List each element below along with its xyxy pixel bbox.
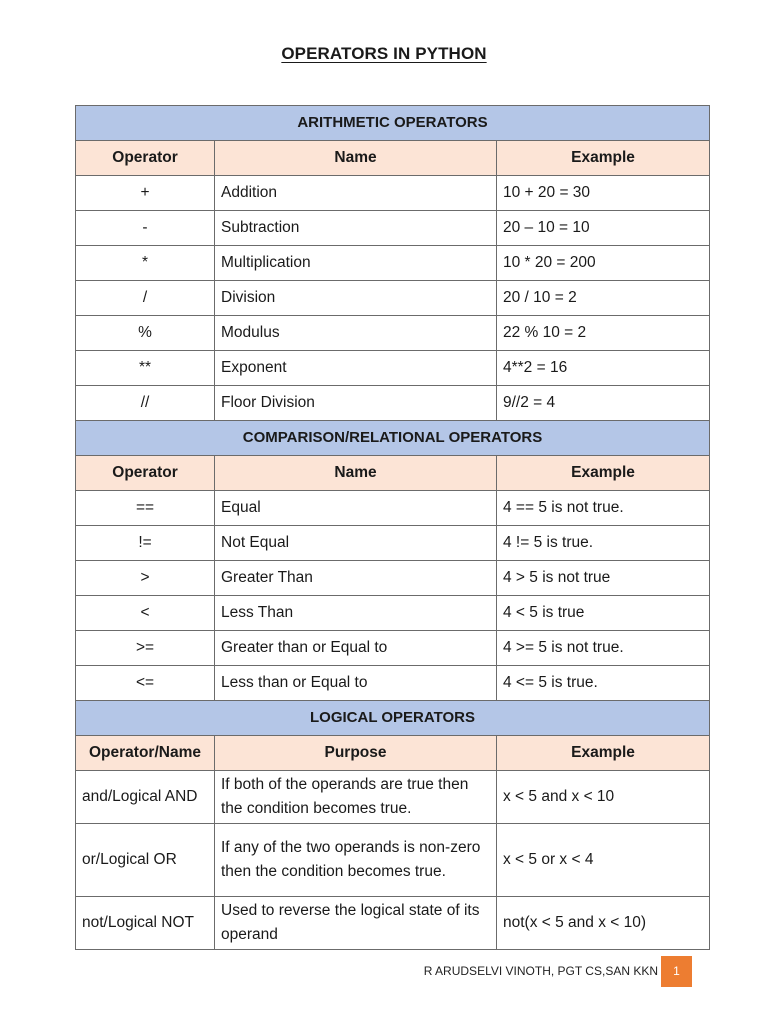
operator-cell: % [76,316,215,351]
operator-cell: ** [76,351,215,386]
table-row [76,666,710,701]
name-cell: Less Than [215,596,497,631]
example-cell: 20 / 10 = 2 [497,281,710,316]
example-cell: x < 5 or x < 4 [497,824,710,897]
column-header: Name [215,141,497,176]
section-header-logical [76,701,710,736]
example-cell: 9//2 = 4 [497,386,710,421]
column-header: Operator [76,141,215,176]
example-cell: 4 >= 5 is not true. [497,631,710,666]
table-row [76,596,710,631]
table-row [76,351,710,386]
example-cell: 4 != 5 is true. [497,526,710,561]
name-cell: Greater than or Equal to [215,631,497,666]
section-title: ARITHMETIC OPERATORS [76,106,710,141]
name-cell: Subtraction [215,211,497,246]
purpose-cell: Used to reverse the logical state of its operand [215,897,497,950]
example-cell: 4 > 5 is not true [497,561,710,596]
name-cell: Multiplication [215,246,497,281]
example-cell: not(x < 5 and x < 10) [497,897,710,950]
column-header: Example [497,736,710,771]
column-header-row [76,456,710,491]
example-cell: 20 – 10 = 10 [497,211,710,246]
column-header: Purpose [215,736,497,771]
name-cell: Less than or Equal to [215,666,497,701]
column-header: Example [497,141,710,176]
operators-table [75,105,710,950]
operator-cell: not/Logical NOT [76,897,215,950]
name-cell: Greater Than [215,561,497,596]
page-number-badge: 1 [661,956,692,987]
column-header-row [76,141,710,176]
name-cell: Floor Division [215,386,497,421]
name-cell: Addition [215,176,497,211]
name-cell: Equal [215,491,497,526]
table-row [76,771,710,824]
example-cell: 22 % 10 = 2 [497,316,710,351]
operator-cell: and/Logical AND [76,771,215,824]
operator-cell: or/Logical OR [76,824,215,897]
example-cell: 10 + 20 = 30 [497,176,710,211]
column-header: Operator/Name [76,736,215,771]
table-row [76,281,710,316]
example-cell: 4 == 5 is not true. [497,491,710,526]
example-cell: 4**2 = 16 [497,351,710,386]
table-row [76,526,710,561]
section-title: COMPARISON/RELATIONAL OPERATORS [76,421,710,456]
column-header: Operator [76,456,215,491]
column-header: Name [215,456,497,491]
name-cell: Division [215,281,497,316]
table-row [76,246,710,281]
name-cell: Exponent [215,351,497,386]
operator-cell: // [76,386,215,421]
table-row [76,386,710,421]
table-row [76,491,710,526]
operator-cell: * [76,246,215,281]
table-row [76,561,710,596]
page-title: OPERATORS IN PYTHON [281,44,487,63]
column-header: Example [497,456,710,491]
operator-cell: > [76,561,215,596]
section-header-comparison [76,421,710,456]
operator-cell: - [76,211,215,246]
example-cell: x < 5 and x < 10 [497,771,710,824]
operator-cell: == [76,491,215,526]
section-title: LOGICAL OPERATORS [76,701,710,736]
operator-cell: != [76,526,215,561]
table-row [76,176,710,211]
table-row [76,316,710,351]
purpose-cell: If both of the operands are true then the condition becomes true. [215,771,497,824]
table-row [76,824,710,897]
example-cell: 4 <= 5 is true. [497,666,710,701]
purpose-cell: If any of the two operands is non-zero then the condition becomes true. [215,824,497,897]
operator-cell: / [76,281,215,316]
column-header-row [76,736,710,771]
table-row [76,631,710,666]
table-row [76,897,710,950]
operator-cell: + [76,176,215,211]
name-cell: Modulus [215,316,497,351]
section-header-arithmetic [76,106,710,141]
footer-author: R ARUDSELVI VINOTH, PGT CS,SAN KKN [423,964,658,978]
name-cell: Not Equal [215,526,497,561]
operator-cell: < [76,596,215,631]
example-cell: 10 * 20 = 200 [497,246,710,281]
example-cell: 4 < 5 is true [497,596,710,631]
operator-cell: <= [76,666,215,701]
operator-cell: >= [76,631,215,666]
table-row [76,211,710,246]
